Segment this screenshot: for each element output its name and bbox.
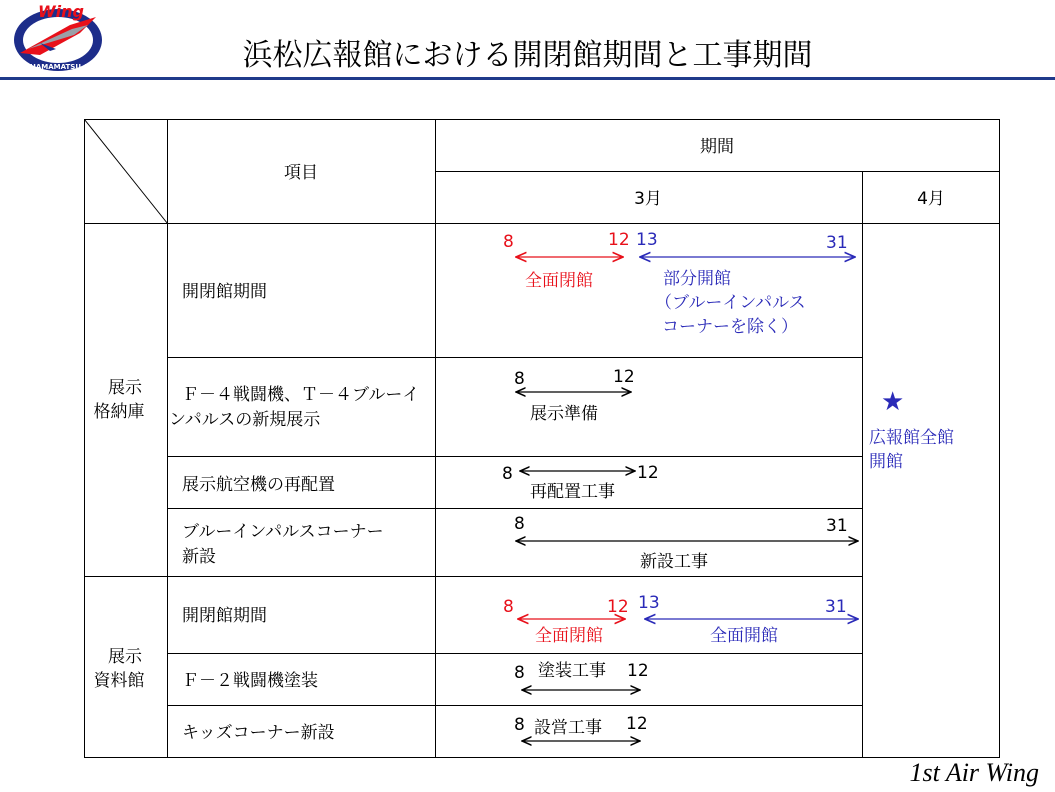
r5-label2: 全面開館 [710,626,778,646]
r1-start1: 8 [503,232,514,252]
april-note-line2: 開館 [869,452,903,472]
r2-label: 展示準備 [530,404,598,424]
r1-end1: 12 [608,230,630,250]
footer-text: 1st Air Wing [909,758,1039,787]
r5-end1: 12 [607,597,629,617]
r5-end2: 31 [825,597,847,617]
header-april: 4月 [917,189,945,209]
page-title: 浜松広報館における開閉館期間と工事期間 [242,38,813,73]
row4-item-line1: ブルーインパルスコーナー [182,522,384,542]
r4-start: 8 [514,514,525,534]
r6-label: 塗装工事 [538,661,606,681]
r1-label2-line2: （ブルーインパルス [655,293,806,313]
row3-item: 展示航空機の再配置 [182,475,335,495]
group2-label-line2: 資料館 [93,671,145,691]
r7-start: 8 [514,715,525,735]
header-march: 3月 [634,189,662,209]
r4-label: 新設工事 [640,552,708,572]
r7-end: 12 [626,714,648,734]
r6-start: 8 [514,663,525,683]
header-period: 期間 [700,137,734,157]
r1-label2-line1: 部分開館 [663,269,731,289]
row4-item-line2: 新設 [182,547,216,567]
r5-start1: 8 [503,597,514,617]
logo-wing-text: Wing [38,3,84,21]
row6-item: Ｆ－２戦闘機塗装 [182,671,318,691]
r2-end: 12 [613,367,635,387]
r6-end: 12 [627,661,649,681]
group1-label-line1: 展示 [108,378,142,398]
row5-item: 開閉館期間 [182,606,267,626]
april-note-line1: 広報館全館 [869,428,954,448]
logo-ring-text: HAMAMATSU A.B. [30,63,100,71]
row2-item-line1: Ｆ－４戦闘機、Ｔ－４ブルーイ [182,385,420,405]
group2-label-line1: 展示 [108,647,142,667]
r5-label1: 全面閉館 [535,626,603,646]
row1-item: 開閉館期間 [182,282,267,302]
r3-start: 8 [502,464,513,484]
r1-start2: 13 [636,230,658,250]
r1-label2-line3: コーナーを除く） [662,317,798,337]
group1-label-line2: 格納庫 [93,402,145,422]
r1-end2: 31 [826,233,848,253]
r3-end: 12 [637,463,659,483]
row2-item-line2: ンパルスの新規展示 [169,410,321,430]
r7-label: 設営工事 [534,718,602,738]
r4-end: 31 [826,516,848,536]
r1-label1: 全面閉館 [525,271,593,291]
r5-start2: 13 [638,593,660,613]
star-icon: ★ [881,387,905,417]
r2-start: 8 [514,369,525,389]
row7-item: キッズコーナー新設 [182,723,335,743]
r3-label: 再配置工事 [530,482,615,502]
header-item: 項目 [284,163,318,183]
